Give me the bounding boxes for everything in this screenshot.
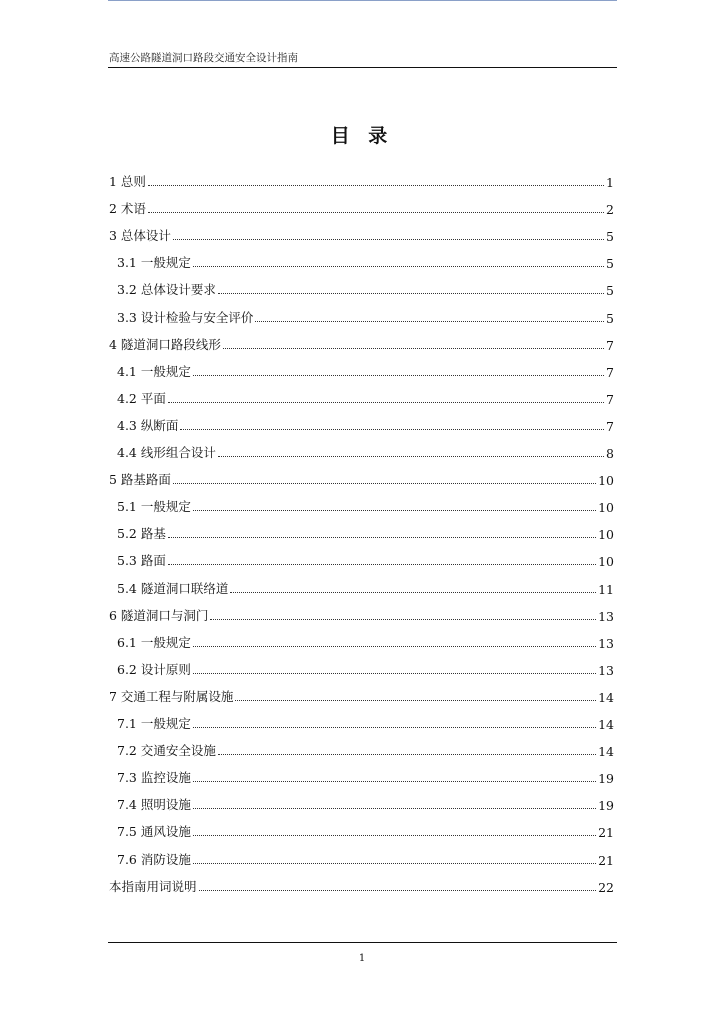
toc-entry-page: 5 [606,229,614,244]
toc-entry[interactable] [117,822,614,840]
toc-entry[interactable] [117,741,614,759]
toc-dot-leader [193,672,596,674]
toc-entry[interactable] [117,551,614,569]
toc-entry-label: 4.1 一般规定 [117,364,191,379]
toc-entry-page: 7 [606,365,614,380]
toc-entry-label: 1 总则 [109,174,146,189]
toc-entry-label: 3.3 设计检验与安全评价 [117,310,254,325]
toc-entry-label: 3.2 总体设计要求 [117,282,216,297]
toc-entry-page: 5 [606,311,614,326]
toc-dot-leader [223,347,604,349]
toc-entry[interactable] [109,335,614,353]
toc-entry-label: 6 隧道洞口与洞门 [109,608,209,623]
toc-dot-leader [173,482,596,484]
toc-entry-label: 本指南用词说明 [109,879,197,894]
toc-entry-page: 11 [598,582,614,597]
running-header: 高速公路隧道洞口路段交通安全设计指南 [109,52,298,64]
toc-entry[interactable] [117,850,614,868]
toc-entry-page: 19 [598,798,614,813]
toc-entry[interactable] [117,660,614,678]
toc-dot-leader [193,834,596,836]
toc-entry-label: 7.6 消防设施 [117,852,191,867]
toc-entry-page: 1 [606,175,614,190]
toc-entry[interactable] [109,606,614,624]
toc-entry-label: 5.1 一般规定 [117,499,191,514]
toc-dot-leader [180,428,604,430]
toc-entry[interactable] [117,768,614,786]
toc-entry-page: 14 [598,744,614,759]
toc-entry-label: 4.4 线形组合设计 [117,445,216,460]
toc-entry[interactable] [117,280,614,298]
toc-entry-label: 6.1 一般规定 [117,635,191,650]
toc-entry-page: 13 [598,609,614,624]
toc-entry-label: 5 路基路面 [109,472,171,487]
toc-dot-leader [168,536,596,538]
toc-entry[interactable] [117,633,614,651]
toc-dot-leader [193,780,596,782]
toc-dot-leader [193,726,596,728]
toc-entry-page: 2 [606,202,614,217]
toc-entry-page: 10 [598,500,614,515]
toc-entry-label: 7.4 照明设施 [117,797,191,812]
toc-dot-leader [193,645,596,647]
toc-entry[interactable] [117,389,614,407]
toc-entry[interactable] [117,524,614,542]
toc-entry-label: 5.3 路面 [117,553,166,568]
page-number: 1 [358,953,366,964]
toc-entry-label: 4.3 纵断面 [117,418,179,433]
toc-entry-page: 10 [598,554,614,569]
toc-entry[interactable] [117,253,614,271]
toc-dot-leader [218,292,604,294]
toc-entry-page: 19 [598,771,614,786]
toc-entry-page: 5 [606,283,614,298]
toc-entry[interactable] [117,497,614,515]
toc-entry[interactable] [117,416,614,434]
footer-rule [108,942,617,943]
toc-dot-leader [199,889,597,891]
toc-entry[interactable] [117,795,614,813]
toc-entry[interactable] [117,579,614,597]
toc-entry[interactable] [109,877,614,895]
toc-dot-leader [218,455,604,457]
toc-dot-leader [255,320,604,322]
toc-entry[interactable] [109,470,614,488]
toc-entry-page: 13 [598,663,614,678]
toc-dot-leader [210,618,596,620]
toc-entry-page: 7 [606,392,614,407]
toc-dot-leader [168,401,604,403]
toc-entry-label: 7.3 监控设施 [117,770,191,785]
toc-entry-page: 14 [598,717,614,732]
toc-entry-page: 13 [598,636,614,651]
toc-entry-page: 21 [598,853,614,868]
toc-entry-page: 7 [606,338,614,353]
toc-entry-label: 3 总体设计 [109,228,171,243]
toc-entry[interactable] [109,199,614,217]
toc-dot-leader [235,699,596,701]
toc-dot-leader [193,265,604,267]
toc-entry[interactable] [117,443,614,461]
toc-entry-page: 10 [598,473,614,488]
toc-dot-leader [148,184,604,186]
toc-entry[interactable] [117,714,614,732]
toc-entry-page: 22 [598,880,614,895]
toc-entry-label: 2 术语 [109,201,146,216]
toc-entry-label: 3.1 一般规定 [117,255,191,270]
toc-dot-leader [168,563,596,565]
toc-dot-leader [193,807,596,809]
toc-entry[interactable] [109,172,614,190]
toc-entry[interactable] [117,362,614,380]
toc-entry-label: 4 隧道洞口路段线形 [109,337,221,352]
toc-dot-leader [193,862,596,864]
toc-entry-label: 5.4 隧道洞口联络道 [117,581,229,596]
toc-entry-label: 7.2 交通安全设施 [117,743,216,758]
toc-dot-leader [173,238,604,240]
toc-entry-label: 6.2 设计原则 [117,662,191,677]
toc-entry-page: 14 [598,690,614,705]
toc-entry-page: 21 [598,825,614,840]
toc-entry-label: 5.2 路基 [117,526,166,541]
toc-entry[interactable] [109,687,614,705]
toc-dot-leader [218,753,596,755]
toc-dot-leader [193,374,604,376]
toc-entry-label: 7.1 一般规定 [117,716,191,731]
toc-entry-label: 7.5 通风设施 [117,824,191,839]
toc-dot-leader [148,211,604,213]
toc-entry-page: 8 [606,446,614,461]
toc-entry[interactable] [117,308,614,326]
toc-entry-page: 5 [606,256,614,271]
toc-entry-label: 4.2 平面 [117,391,166,406]
toc-dot-leader [230,591,596,593]
toc-entry-page: 7 [606,419,614,434]
toc-entry-label: 7 交通工程与附属设施 [109,689,234,704]
toc-dot-leader [193,509,596,511]
toc-entry-page: 10 [598,527,614,542]
toc-entry[interactable] [109,226,614,244]
toc-title: 目 录 [330,125,394,147]
